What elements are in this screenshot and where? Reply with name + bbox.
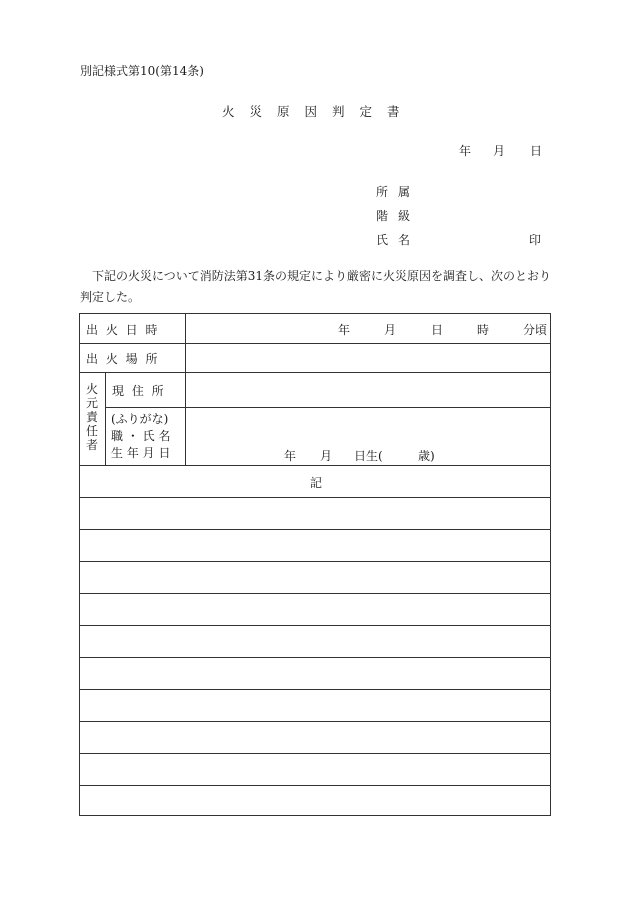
responsible-person-label: 火元責任者 bbox=[85, 382, 98, 452]
fire-day-label: 日 bbox=[431, 323, 444, 337]
signature-rank bbox=[376, 207, 421, 224]
fire-datetime-label: 出 火 日 時 bbox=[86, 323, 160, 337]
furigana-label: (ふりがな) bbox=[111, 412, 169, 426]
name-label: 氏名 bbox=[376, 233, 421, 247]
signature-affiliation bbox=[376, 183, 421, 200]
fire-location-label: 出 火 場 所 bbox=[86, 352, 160, 366]
record-heading: 記 bbox=[310, 476, 323, 490]
issue-year-label: 年 bbox=[459, 144, 472, 158]
fire-month-label: 月 bbox=[384, 323, 397, 337]
fire-minute-label: 分頃 bbox=[523, 323, 548, 337]
affiliation-label: 所属 bbox=[376, 185, 421, 199]
signature-name bbox=[376, 231, 421, 248]
fire-hour-label: 時 bbox=[477, 323, 490, 337]
birth-month-label: 月 bbox=[320, 449, 333, 463]
age-label: 歳) bbox=[418, 449, 435, 463]
issue-month-label: 月 bbox=[493, 144, 506, 158]
address-label: 現 住 所 bbox=[112, 384, 166, 398]
occupation-name-label: 職 ・ 氏 名 bbox=[111, 429, 171, 443]
fire-cause-table bbox=[79, 313, 551, 816]
body-text: 下記の火災について消防法第31条の規定により厳密に火災原因を調査し、次のとおり判定した。 bbox=[80, 269, 552, 304]
document-title: 火災原因判定書 bbox=[222, 104, 415, 119]
rank-label: 階級 bbox=[376, 209, 421, 223]
issue-date bbox=[459, 142, 542, 159]
birth-day-label: 日生( bbox=[354, 449, 383, 463]
fire-year-label: 年 bbox=[338, 323, 351, 337]
birth-year-label: 年 bbox=[284, 449, 297, 463]
form-id: 別記様式第10(第14条) bbox=[80, 64, 204, 78]
birthdate-label: 生 年 月 日 bbox=[111, 446, 171, 460]
seal-label: 印 bbox=[529, 233, 542, 247]
issue-day-label: 日 bbox=[530, 144, 543, 158]
